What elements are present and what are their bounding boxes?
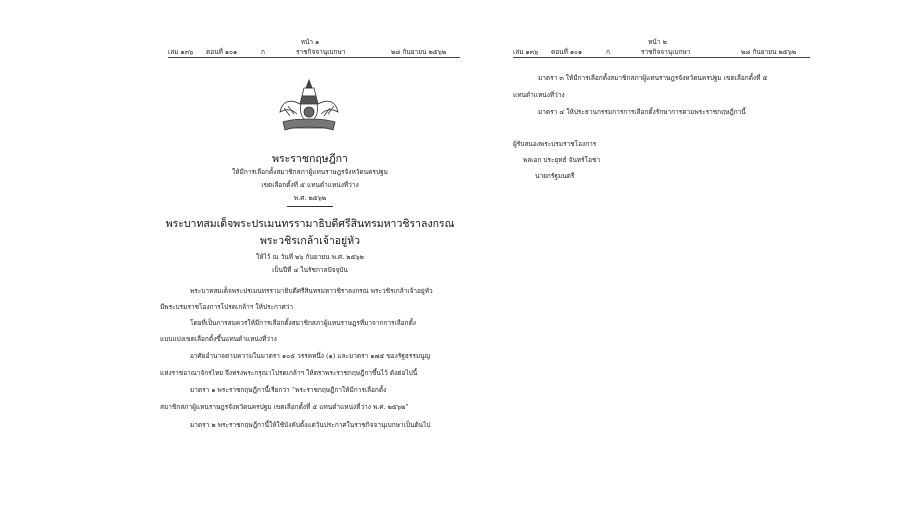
header-rule xyxy=(168,57,460,58)
reason-line-1: โดยที่เป็นการสมควรให้มีการเลือกตั้งสมาชิกสภาผู้แทนราษฎรที่มาจากการเลือกตั้ง xyxy=(190,319,416,327)
reign-year: เป็นปีที่ ๔ ในรัชกาลปัจจุบัน xyxy=(272,266,348,274)
page-number: หน้า ๑ xyxy=(300,38,320,46)
section-1-line-1: มาตรา ๑ พระราชกฤษฎีกานี้เรียกว่า “พระราชกฤษฎีกาให้มีการเลือกตั้ง xyxy=(190,386,387,394)
header-volume: เล่ม ๑๓๖ xyxy=(168,48,194,56)
decree-subtitle-year: พ.ศ. ๒๕๖๒ xyxy=(293,194,327,202)
page-1 xyxy=(160,0,460,506)
preamble-line-2: มีพระบรมราชโองการโปรดเกล้าฯ ให้ประกาศว่า xyxy=(160,303,294,311)
header-date: ๒๘ กันยายน ๒๕๖๒ xyxy=(741,48,797,56)
section-3-line-2: แทนตำแหน่งที่ว่าง xyxy=(513,91,565,99)
header-volume: เล่ม ๑๓๖ xyxy=(513,48,539,56)
section-2-line: มาตรา ๒ พระราชกฤษฎีกานี้ให้ใช้บังคับตั้งแต่วันประกาศในราชกิจจานุเบกษาเป็นต้นไป xyxy=(190,421,431,429)
authority-line-1: อาศัยอำนาจตามความในมาตรา ๑๐๕ วรรคหนึ่ง (๑) และมาตรา ๑๗๕ ของรัฐธรรมนูญ xyxy=(190,352,431,360)
countersign-title: นายกรัฐมนตรี xyxy=(535,172,575,180)
preamble-line-1: พระบาทสมเด็จพระปรเมนทรรามาธิบดีศรีสินทรมหาวชิราลงกรณ พระวชิรเกล้าเจ้าอยู่หัว xyxy=(190,287,433,295)
header-part: ก xyxy=(606,48,610,56)
title-divider xyxy=(287,206,333,207)
header-rule xyxy=(513,57,810,58)
authority-line-2: แห่งราชอาณาจักรไทย จึงทรงพระกรุณาโปรดเกล้าฯ ให้ตราพระราชกฤษฎีกาขึ้นไว้ ดังต่อไปนี้ xyxy=(160,369,418,377)
decree-subtitle-line-2: เขตเลือกตั้งที่ ๕ แทนตำแหน่งที่ว่าง xyxy=(261,181,359,189)
countersign-name: พลเอก ประยุทธ์ จันทร์โอชา xyxy=(523,156,601,164)
section-1-line-2: สมาชิกสภาผู้แทนราษฎรจังหวัดนครปฐม เขตเลือกตั้งที่ ๕ แทนตำแหน่งที่ว่าง พ.ศ. ๒๕๖๒” xyxy=(160,403,409,411)
header-date: ๒๘ กันยายน ๒๕๖๒ xyxy=(391,48,447,56)
header-part: ก xyxy=(261,48,265,56)
garuda-emblem-icon xyxy=(275,78,343,136)
header-gazette: ราชกิจจานุเบกษา xyxy=(296,48,346,56)
header-section: ตอนที่ ๑๐๑ xyxy=(551,48,583,56)
section-3-line-1: มาตรา ๓ ให้มีการเลือกตั้งสมาชิกสภาผู้แทนราษฎรจังหวัดนครปฐม เขตเลือกตั้งที่ ๕ xyxy=(538,74,768,82)
king-name-line-2: พระวชิรเกล้าเจ้าอยู่หัว xyxy=(259,235,361,247)
page-2 xyxy=(505,0,810,506)
decree-subtitle-line-1: ให้มีการเลือกตั้งสมาชิกสภาผู้แทนราษฎรจังหวัดนครปฐม xyxy=(232,168,388,176)
given-date: ให้ไว้ ณ วันที่ ๒๖ กันยายน พ.ศ. ๒๕๖๒ xyxy=(256,253,364,261)
gazette-header xyxy=(168,47,460,56)
decree-title: พระราชกฤษฎีกา xyxy=(272,153,348,165)
gazette-header xyxy=(513,47,810,56)
king-name-line-1: พระบาทสมเด็จพระปรเมนทรรามาธิบดีศรีสินทรมหาวชิราลงกรณ xyxy=(165,218,455,230)
header-section: ตอนที่ ๑๐๑ xyxy=(206,48,238,56)
section-4-line: มาตรา ๔ ให้ประธานกรรมการการเลือกตั้งรักษาการตามพระราชกฤษฎีกานี้ xyxy=(538,108,746,116)
countersign-label: ผู้รับสนองพระบรมราชโองการ xyxy=(513,140,597,148)
header-gazette: ราชกิจจานุเบกษา xyxy=(641,48,691,56)
page-number: หน้า ๒ xyxy=(648,38,667,46)
reason-line-2: แบบแบ่งเขตเลือกตั้งขึ้นแทนตำแหน่งที่ว่าง xyxy=(160,335,277,343)
